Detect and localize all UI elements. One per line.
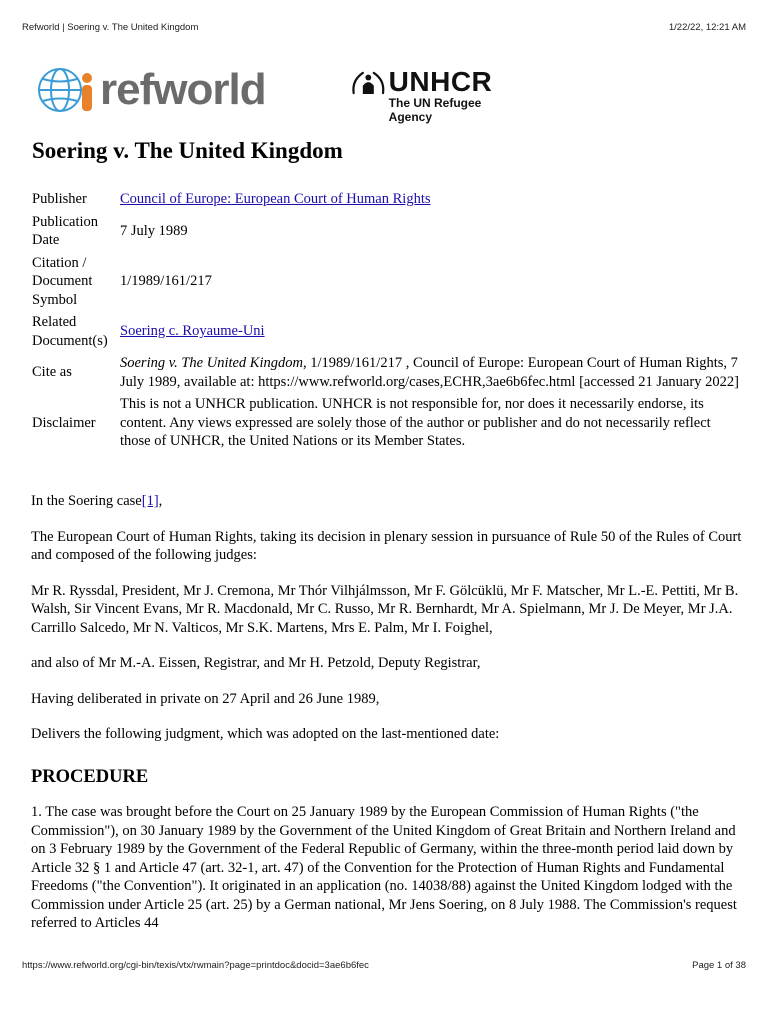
meta-label: Citation / Document Symbol [32, 254, 93, 308]
logo-bar [36, 62, 516, 122]
paragraph: Having deliberated in private on 27 April and 26 June 1989, [31, 690, 380, 707]
meta-row-disclaimer [30, 393, 742, 453]
unhcr-wordmark: UNHCR [388, 66, 493, 97]
page-title: Soering v. The United Kingdom [32, 138, 343, 163]
meta-label: Publisher [32, 191, 87, 207]
footnote-link[interactable]: [1] [141, 493, 159, 509]
intro-paragraph: In the Soering case[1], [31, 493, 163, 509]
paragraph: The European Court of Human Rights, taking its decision in plenary session in pursuance of Rule 50 of the Rules of Court and composed of the following judges: [31, 528, 742, 563]
refworld-wordmark: refworld [100, 65, 266, 114]
meta-label: Publication Date [32, 213, 99, 248]
print-footer [22, 960, 746, 971]
meta-row-publisher [30, 188, 742, 211]
meta-label: Disclaimer [32, 414, 96, 431]
document-metadata-table [30, 188, 742, 453]
publisher-link[interactable]: Council of Europe: European Court of Human Rights [120, 191, 431, 207]
judgment-body [31, 492, 743, 950]
paragraph: 1. The case was brought before the Court on 25 January 1989 by the European Commission of Human Rights ("the Commission"), on 30 January 1989 by the Government of the United Kingdom of Great Britain and Northern Ireland and on 3 February 1989 by the Government of the Federal Republic of Germany, within the three-month period laid down by Article 32 § 1 and Article 47 (art. 32-1, art. 47) of the Convention for the Protection of Human Rights and Fundamental Freedoms ("the Convention"). It originated in an application (no. 14038/88) against the United Kingdom lodged with the Commission under Article 25 (art. 25) by a German national, Mr Jens Soering, on 8 July 1988. The Commission's request referred to Articles 44 [31, 804, 737, 931]
meta-value: This is not a UNHCR publication. UNHCR is not responsible for, nor does it necessarily endorse, its content. Any views expressed are solely those of the author or publisher and do not necessarily reflect those of UNHCR, the United Nations or its Member States. [120, 396, 711, 449]
judges-paragraph: Mr R. Ryssdal, President, Mr J. Cremona, Mr Thór Vilhjálmsson, Mr F. Gölcüklü, Mr F. Matscher, Mr L.-E. Pettiti, Mr B. Walsh, Sir Vincent Evans, Mr R. Macdonald, Mr C. Russo, Mr R. Bernhardt, Mr A. Spielmann, Mr J. De Meyer, Mr J.A. Carrillo Salcedo, Mr N. Valticos, Mr S.K. Martens, Mrs E. Palm, Mr I. Foighel, [31, 582, 739, 636]
meta-row-citation [30, 252, 742, 312]
unhcr-tagline: The UN Refugee Agency [388, 96, 482, 124]
unhcr-logo[interactable] [350, 68, 516, 124]
section-heading: PROCEDURE [31, 766, 149, 787]
print-footer-url: https://www.refworld.org/cgi-bin/texis/vtx/rwmain?page=printdoc&docid=3ae6b6fec [22, 960, 369, 971]
meta-label: Cite as [32, 364, 72, 381]
print-header [22, 22, 746, 33]
paragraph: and also of Mr M.-A. Eissen, Registrar, and Mr H. Petzold, Deputy Registrar, [31, 655, 481, 671]
print-header-timestamp: 1/22/22, 12:21 AM [668, 22, 746, 33]
paragraph: Delivers the following judgment, which was adopted on the last-mentioned date: [31, 726, 500, 742]
meta-value: 7 July 1989 [120, 222, 188, 239]
refworld-logo[interactable] [36, 62, 266, 118]
page-number: Page 1 of 38 [692, 960, 746, 971]
meta-label: Related Document(s) [32, 314, 108, 349]
meta-value: Soering v. The United Kingdom, 1/1989/161/217 , Council of Europe: European Court of Human Rights, 7 July 1989, available at: https://www.refworld.org/cases,ECHR,3ae6b6fec.html [accessed 21 January 2022] [120, 355, 739, 390]
meta-row-publication-date [30, 211, 742, 252]
globe-person-icon [36, 62, 98, 118]
unhcr-emblem-icon [350, 68, 387, 98]
related-document-link[interactable]: Soering c. Royaume-Uni [120, 323, 265, 340]
meta-value: 1/1989/161/217 [120, 273, 212, 289]
print-header-title: Refworld | Soering v. The United Kingdom [22, 22, 199, 33]
meta-row-related [30, 311, 742, 352]
meta-row-cite-as [30, 352, 742, 393]
